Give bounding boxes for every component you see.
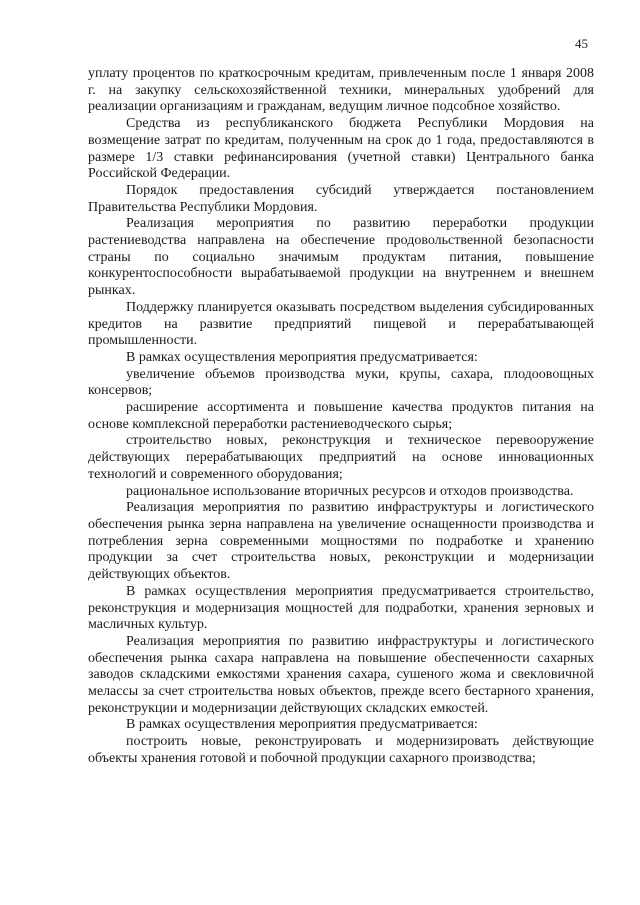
paragraph-subsidy-procedure: Порядок предоставления субсидий утверждается постановлением Правительства Республики Мордовия. [88, 182, 594, 215]
list-item-production-volume: увеличение объемов производства муки, крупы, сахара, плодоовощных консервов; [88, 366, 594, 399]
list-item-sugar-storage: построить новые, реконструировать и модернизировать действующие объекты хранения готовой и побочной продукции сахарного производства; [88, 734, 594, 766]
paragraph-sugar-measures-intro: В рамках осуществления мероприятия предусматривается: [126, 717, 478, 733]
paragraph-grain-measures: В рамках осуществления мероприятия предусматривается строительство, реконструкция и модернизация мощностей для подработки, хранения зерновых и масличных культур. [88, 583, 594, 633]
page-number: 45 [575, 36, 588, 51]
list-item-assortment: расширение ассортимента и повышение качества продуктов питания на основе комплексной переработки растениеводческого сырья; [88, 400, 594, 432]
document-body [88, 66, 594, 768]
paragraph-grain-infrastructure: Реализация мероприятия по развитию инфраструктуры и логистического обеспечения рынка зерна направлена на увеличение оснащенности производства и потребления зерна современными мощностями по подработке и хранению продукции за счет строительства новых, реконструкции и модернизации действующих объектов. [88, 500, 594, 583]
paragraph-subsidy-interest: уплату процентов по краткосрочным кредитам, привлеченным после 1 января 2008 г. на закупку сельскохозяйственной техники, минеральных удобрений для реализации организациям и гражданам, ведущим личное подсобное хозяйство. [88, 66, 594, 115]
paragraph-crop-processing: Реализация мероприятия по развитию переработки продукции растениеводства направлена на обеспечение продовольственной безопасности страны по социально значимым продуктам питания, повышение конкурентоспособности вырабатываемой продукции на внутреннем и внешнем рынках. [88, 216, 594, 299]
list-item-construction: строительство новых, реконструкция и техническое перевооружение действующих перерабатывающих предприятий на основе инновационных технологий и современного оборудования; [88, 433, 594, 482]
paragraph-measures-intro: В рамках осуществления мероприятия предусматривается: [126, 349, 478, 365]
list-item-secondary-resources: рациональное использование вторичных ресурсов и отходов производства. [126, 483, 574, 499]
paragraph-support-credits: Поддержку планируется оказывать посредством выделения субсидированных кредитов на развитие предприятий пищевой и перерабатывающей промышленности. [88, 299, 594, 349]
paragraph-sugar-infrastructure: Реализация мероприятия по развитию инфраструктуры и логистического обеспечения рынка сахара направлена на повышение обеспеченности сахарных заводов складскими емкостями хранения сахара, сушеного жома и свекловичной мелассы за счет строительства новых объектов, прежде всего бестарного хранения, реконструкции и модернизации действующих складских емкостей. [88, 633, 594, 716]
paragraph-republican-budget: Средства из республиканского бюджета Республики Мордовия на возмещение затрат по кредитам, полученным на срок до 1 года, предоставляются в размере 1/3 ставки рефинансирования (учетной ставки) Центрального банка Российской Федерации. [88, 116, 594, 182]
